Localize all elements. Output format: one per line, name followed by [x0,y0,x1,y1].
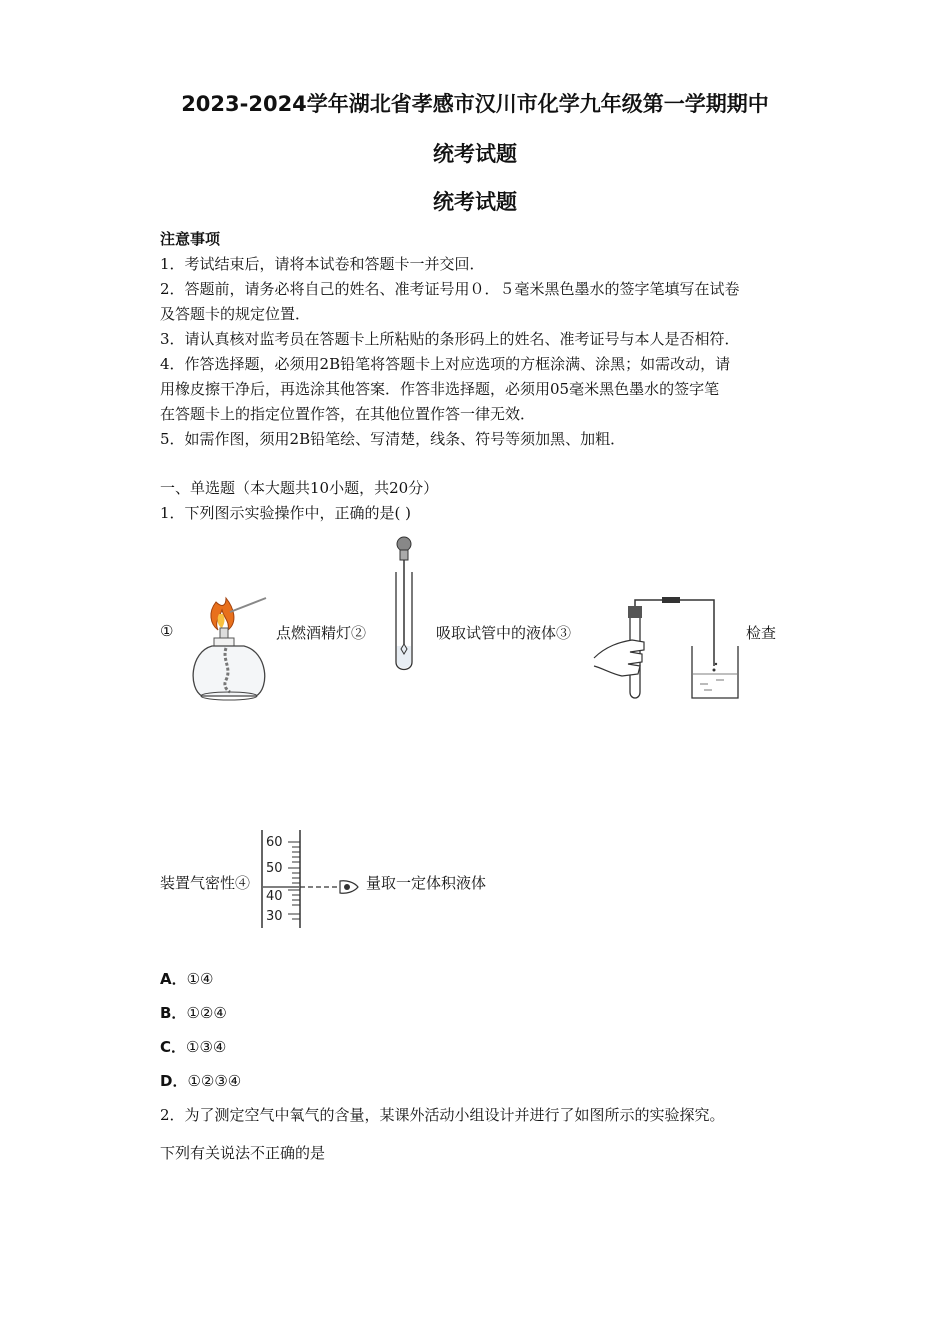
notice-line: 用橡皮擦干净后，再选涂其他答案．作答非选择题，必须用05毫米黑色墨水的签字笔 [160,380,720,398]
alcohol-lamp-figure [186,592,272,702]
figure-caption-1: 点燃酒精灯② [276,624,367,642]
figure-label-1: ① [160,622,174,640]
option-letter: C． [160,1038,187,1056]
cylinder-tick-label: 40 [266,889,283,904]
page-subtitle: 统考试题 [433,190,517,214]
option-d[interactable] [160,1070,241,1091]
notice-heading: 注意事项 [160,230,221,248]
option-c[interactable] [160,1036,226,1057]
notice-line: 在答题卡上的指定位置作答，在其他位置作答一律无效． [160,405,536,423]
cylinder-tick-label: 50 [266,861,283,876]
notice-line: 1．考试结束后，请将本试卷和答题卡一并交回． [160,255,485,273]
option-b[interactable] [160,1002,227,1023]
page-title: 2023-2024学年湖北省孝感市汉川市化学九年级第一学期期中 [181,92,769,116]
option-letter: B． [160,1004,187,1022]
cylinder-tick-label: 60 [266,835,283,850]
notice-line: 5．如需作图，须用2B铅笔绘、写清楚，线条、符号等须加黑、加粗． [160,430,626,448]
cylinder-tick-label: 30 [266,909,283,924]
question-2-stem-cont: 下列有关说法不正确的是 [160,1144,326,1162]
question-2-stem: 2．为了测定空气中氧气的含量，某课外活动小组设计并进行了如图所示的实验探究。 [160,1106,725,1124]
option-text: ①②③④ [187,1072,242,1090]
airtightness-check-figure [592,594,742,704]
page-title-line2: 统考试题 [433,142,517,166]
section-heading: 一、单选题（本大题共10小题，共20分） [160,479,439,497]
option-a[interactable] [160,968,214,989]
option-letter: A． [160,970,187,988]
figure-caption-2: 吸取试管中的液体③ [436,624,572,642]
notice-line: 2．答题前，请务必将自己的姓名、准考证号用０．５毫米黑色墨水的签字笔填写在试卷 [160,280,740,298]
graduated-cylinder-figure [258,828,364,930]
figure-caption-3-cont: 装置气密性④ [160,874,251,892]
option-text: ①③④ [186,1038,227,1056]
option-text: ①④ [186,970,214,988]
notice-line: 4．作答选择题，必须用2B铅笔将答题卡上对应选项的方框涂满、涂黑；如需改动，请 [160,355,731,373]
figure-caption-4: 量取一定体积液体 [366,874,487,892]
question-1-stem: 1．下列图示实验操作中，正确的是( ) [160,504,412,522]
dropper-test-tube-figure [386,534,422,676]
option-letter: D． [160,1072,188,1090]
figure-caption-3: 检查 [746,624,777,642]
option-text: ①②④ [186,1004,227,1022]
notice-line: 3．请认真核对监考员在答题卡上所粘贴的条形码上的姓名、准考证号与本人是否相符． [160,330,740,348]
notice-line: 及答题卡的规定位置． [160,305,311,323]
